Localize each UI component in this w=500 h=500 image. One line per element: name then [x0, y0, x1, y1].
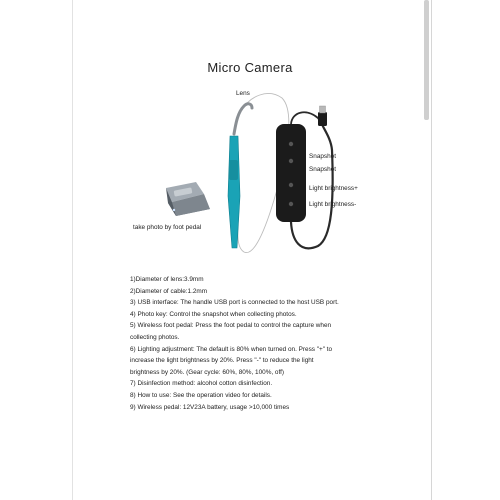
- snapshot-button-1[interactable]: [289, 142, 293, 146]
- probe-handle: [228, 136, 240, 248]
- spec-line: 8) How to use: See the operation video for details.: [130, 391, 272, 399]
- spec-line: collecting photos.: [130, 333, 180, 341]
- usb-plug-icon: [318, 112, 327, 126]
- lens-label: Lens: [236, 90, 250, 97]
- pedal-indicator: [173, 209, 175, 211]
- usb-cable-top: [291, 112, 322, 124]
- brightness-up-button[interactable]: [289, 183, 293, 187]
- spec-line: 9) Wireless pedal: 12V23A battery, usage >10,000 times: [130, 403, 290, 411]
- brightness-down-button[interactable]: [289, 202, 293, 206]
- spec-line: 7) Disinfection method: alcohol cotton disinfection.: [130, 380, 273, 388]
- spec-list: [130, 274, 410, 413]
- brightness-down-label: Light brightness-: [309, 201, 357, 208]
- spec-line: 6) Lighting adjustment: The default is 80% when turned on. Press "+" to: [130, 345, 333, 353]
- spec-line: 5) Wireless foot pedal: Press the foot pedal to control the capture when: [130, 322, 332, 330]
- pedal-caption: take photo by foot pedal: [133, 224, 202, 231]
- snapshot-label-1: Snapshot: [309, 153, 337, 160]
- spec-line: increase the light brightness by 20%. Press "-" to reduce the light: [130, 357, 314, 365]
- spec-line: 4) Photo key: Control the snapshot when collecting photos.: [130, 310, 297, 318]
- page-title: Micro Camera: [207, 60, 293, 75]
- probe-grip: [229, 160, 238, 180]
- brightness-up-label: Light brightness+: [309, 185, 358, 192]
- spec-line: 2)Diameter of cable:1.2mm: [130, 287, 208, 295]
- usb-connector: [320, 106, 326, 113]
- controller-box: [276, 124, 306, 222]
- spec-line: 1)Diameter of lens:3.9mm: [130, 276, 204, 283]
- snapshot-button-2[interactable]: [289, 159, 293, 163]
- spec-line: 3) USB interface: The handle USB port is connected to the host USB port.: [130, 299, 339, 307]
- snapshot-label-2: Snapshot: [309, 166, 337, 173]
- lens-tip: [234, 104, 252, 134]
- spec-line: brightness by 20%. (Gear cycle: 60%, 80%, 100%, off): [130, 368, 285, 376]
